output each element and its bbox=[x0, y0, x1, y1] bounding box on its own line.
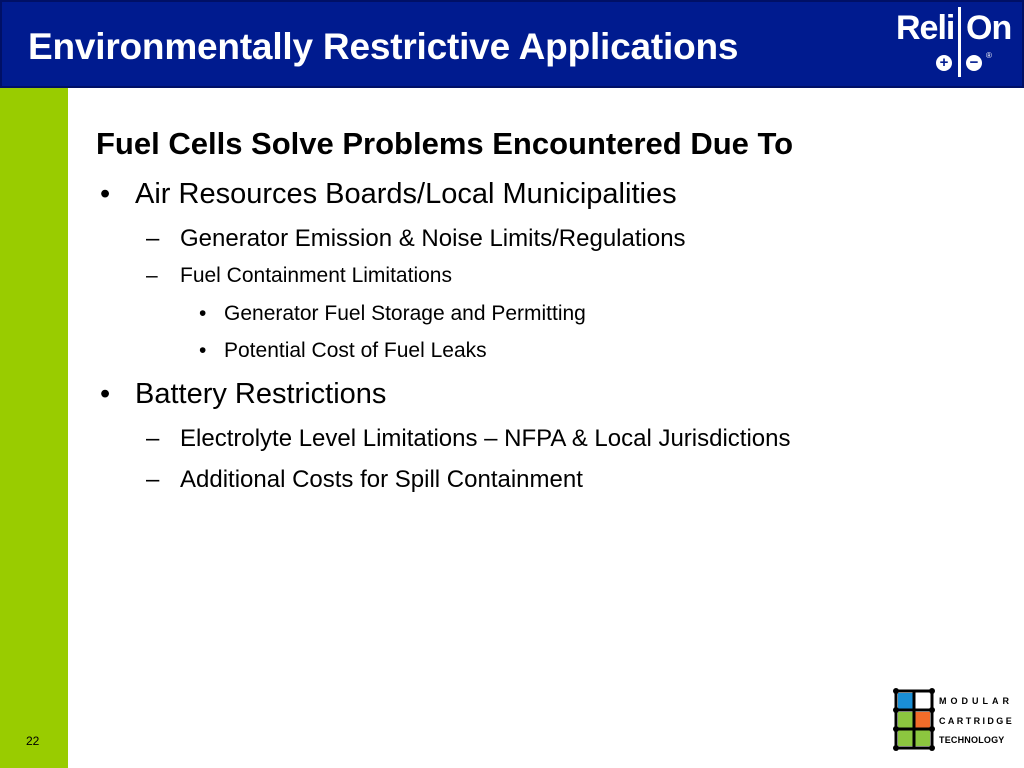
badge-line-modular: MODULAR bbox=[939, 696, 1013, 706]
bullet-marker: • bbox=[100, 178, 111, 210]
cartridge-node bbox=[893, 726, 899, 732]
cartridge-cell-orange bbox=[914, 712, 930, 728]
cartridge-grid-icon bbox=[893, 688, 935, 752]
logo-text-left: Reli bbox=[896, 9, 955, 47]
logo-divider bbox=[958, 7, 961, 77]
cartridge-node bbox=[929, 745, 935, 751]
logo-plus-icon: + bbox=[936, 55, 952, 71]
sub-bullet-text: Additional Costs for Spill Containment bbox=[180, 466, 583, 493]
cartridge-node bbox=[893, 707, 899, 713]
logo-text-right: On bbox=[966, 9, 1012, 47]
bullet-marker: • bbox=[199, 339, 207, 362]
dash-marker: – bbox=[146, 466, 160, 493]
sub-bullet-text: Electrolyte Level Limitations – NFPA & Local Jurisdictions bbox=[180, 425, 791, 452]
badge-line-cartridge: CARTRIDGE bbox=[939, 716, 1015, 726]
bullet-marker: • bbox=[199, 302, 207, 325]
bullet-text: Air Resources Boards/Local Municipalities bbox=[135, 178, 677, 210]
cartridge-node bbox=[929, 707, 935, 713]
content-heading: Fuel Cells Solve Problems Encountered Due To bbox=[96, 126, 794, 161]
cartridge-cell-green bbox=[898, 712, 914, 728]
bullet-text: Battery Restrictions bbox=[135, 378, 387, 410]
dash-marker: – bbox=[146, 425, 160, 452]
dash-marker: – bbox=[146, 264, 158, 287]
sub-sub-bullet-text: Generator Fuel Storage and Permitting bbox=[224, 302, 586, 325]
sub-bullet-text: Generator Emission & Noise Limits/Regulations bbox=[180, 225, 686, 252]
cartridge-node bbox=[929, 688, 935, 694]
bullet-marker: • bbox=[100, 378, 111, 410]
cartridge-cell-blue bbox=[898, 693, 914, 709]
logo-registered-mark: ® bbox=[986, 51, 992, 60]
relion-logo bbox=[890, 5, 1014, 81]
modular-cartridge-technology-badge bbox=[893, 688, 1017, 754]
sub-sub-bullet-text: Potential Cost of Fuel Leaks bbox=[224, 339, 487, 362]
cartridge-node bbox=[893, 688, 899, 694]
slide-title: Environmentally Restrictive Applications bbox=[28, 26, 739, 67]
dash-marker: – bbox=[146, 225, 160, 252]
cartridge-node bbox=[893, 745, 899, 751]
badge-line-technology: TECHNOLOGY bbox=[939, 735, 1005, 745]
logo-minus-icon: − bbox=[966, 55, 982, 71]
sub-bullet-text: Fuel Containment Limitations bbox=[180, 264, 452, 287]
page-number: 22 bbox=[26, 734, 40, 748]
side-accent-bar bbox=[0, 88, 68, 768]
title-bar bbox=[0, 0, 1024, 88]
cartridge-node bbox=[929, 726, 935, 732]
